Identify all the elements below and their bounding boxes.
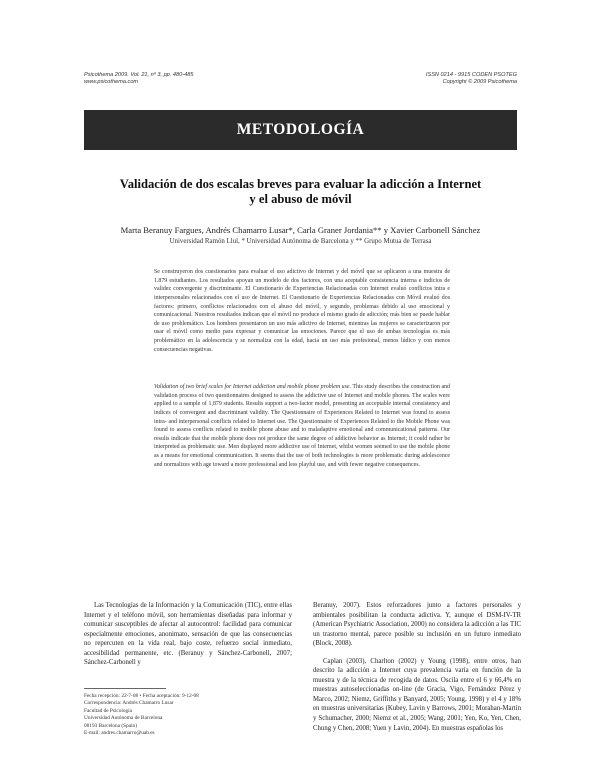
footnote-university: Universidad Autónoma de Barcelona [84, 715, 163, 722]
journal-header-left [84, 72, 193, 86]
article-title [84, 177, 517, 207]
body-paragraph: Beranuy, 2007). Estos reforzadores junto a factores personales y ambientales posibilitan la conducta adictiva. Y, aunque el DSM-IV-TR (American Psychiatric Association, 2000) no considera la adicción a las TIC un trastorno mental, parece posible su inclusión en un futuro inmediato (Block, 2008). [313, 602, 521, 648]
abstract-spanish: Se construyeron dos cuestionarios para evaluar el uso adictivo de Internet y del móvil que se aplicaron a una muestra de 1.879 estudiantes. Los resultados apoyan un modelo de dos factores, con una aceptable consistencia interna e indicios de validez convergente y discriminante. El Cuestionario de Experiencias Relacionadas con Internet evaluó conflictos intra e interpersonales relacionados con el uso de Internet. El Cuestionario de Experiencias Relacionadas con Móvil evaluó dos factores: primero, conflictos relacionados con el abuso del móvil, y segundo, problemas debido al uso emocional y comunicacional. Nuestros resultados indican que el móvil no produce el mismo grado de adicción; más bien se puede hablar de uso problemático. Los hombres presentaron un uso más adictivo de Internet, mientras las mujeres se caracterizaron por usar el móvil como medio para expresar y comunicar las emociones. Parece que el uso de ambas tecnologías es más problemático en la adolescencia y se normaliza con la edad, hacia un uso más profesional, menos lúdico y con menos consecuencias negativas. [154, 269, 450, 353]
footnote-email: E-mail: andres.chamarro@uab.es [84, 730, 155, 737]
footnote-dates: Fecha recepción: 22-7-08 • Fecha aceptación: 9-12-08 [84, 693, 199, 699]
footnote [84, 693, 294, 737]
section-banner [84, 110, 517, 150]
footnote-divider [84, 688, 166, 689]
section-title: METODOLOGÍA [236, 121, 365, 138]
abstract-english-text: This study describes the construction and validation process of two questionnaires designed to assess the addictive use of Internet and mobile phones. The scales were applied to a sample of 1,879 students. Results support a two-factor model, presenting an acceptable internal consistency and indices of convergent and discriminant validity. The Questionnaire of Experiences Related to Internet was found to assess intra- and interpersonal conflicts related to Internet use. The Questionnaire of Experiences Related to the Mobile Phone was found to assess conflicts related to mobile phone abuse and to maladaptive emotional and communicational patterns. Our results indicate that the mobile phone does not produce the same degree of addictive behavior as Internet; it could rather be interpreted as problematic use. Men displayed more addictive use of Internet, whilst women seemed to use the mobile phone as a means for emotional communication. It seems that the use of both technologies is more problematic during adolescence and normalizes with age toward a more professional and less playful use, and with fewer negative consequences. [154, 384, 450, 468]
journal-copyright: Copyright © 2009 Psicothema [442, 79, 517, 85]
author-list: Marta Beranuy Fargues, Andrés Chamarro Lusar*, Carla Graner Jordania** y Xavier Carbonell Sánchez [120, 225, 481, 235]
journal-website: www.psicothema.com [84, 79, 139, 85]
body-column-right [313, 601, 521, 733]
body-paragraph: Las Tecnologías de la Información y la Comunicación (TIC), entre ellas Internet y el teléfono móvil, son herramientas diseñadas para informar y comunicar susceptibles de afectar al autocontrol: facilidad para comunicar especialmente emociones, anonimato, sensación de que las consecuencias no repercuten en la vida real, bajo coste, refuerzo social inmediato, accesibilidad permanente, etc. (Beranuy y Sánchez-Carbonell, 2007; Sánchez-Carbonell y [84, 602, 292, 667]
abstract-english [154, 383, 450, 469]
body-column-left [84, 601, 292, 668]
journal-issn: ISSN 0214 - 9915 CODEN PSOTEG [425, 72, 517, 78]
article-title-line2: y el abuso de móvil [249, 192, 352, 206]
body-paragraph: Caplan (2003), Charlton (2002) y Young (1998), entre otros, han descrito la adicción a Internet cuya prevalencia varía en función de la muestra y de la técnica de recogida de datos. Oscila entre el 6 y 66,4% en muestras autoseleccionadas on-line (de Gracia, Vigo, Fernández Pérez y Marco, 2002; Niemz, Griffiths y Banyard, 2005; Young, 1998) y el 4 y 18% en muestras universitarias (Kubey, Lavin y Barrows, 2001; Morahan-Martin y Schumacher, 2000; Niemz et al., 2005; Wang, 2001; Yen, Ko, Yen, Chen, Chung y Chen, 2008; Yuen y Lavin, 2004). En muestras españolas los [313, 657, 521, 732]
article-title-line1: Validación de dos escalas breves para evaluar la adicción a Internet [119, 177, 482, 191]
author-affiliations: Universidad Ramón Llul, * Universidad Autónoma de Barcelona y ** Grupo Mutua de Terrasa [169, 238, 432, 245]
journal-citation: Psicothema 2009. Vol. 21, nº 3, pp. 480-485 [84, 72, 194, 78]
footnote-contact: Correspondencia: Andrés Chamarro Lusar [84, 700, 174, 707]
abstract-english-title: Validation of two brief scales for Internet addiction and mobile phone problem use. [154, 384, 351, 390]
footnote-city: 08193 Barcelona (Spain) [84, 722, 137, 729]
footnote-department: Facultad de Psicología [84, 707, 132, 714]
journal-header-right [426, 72, 517, 86]
